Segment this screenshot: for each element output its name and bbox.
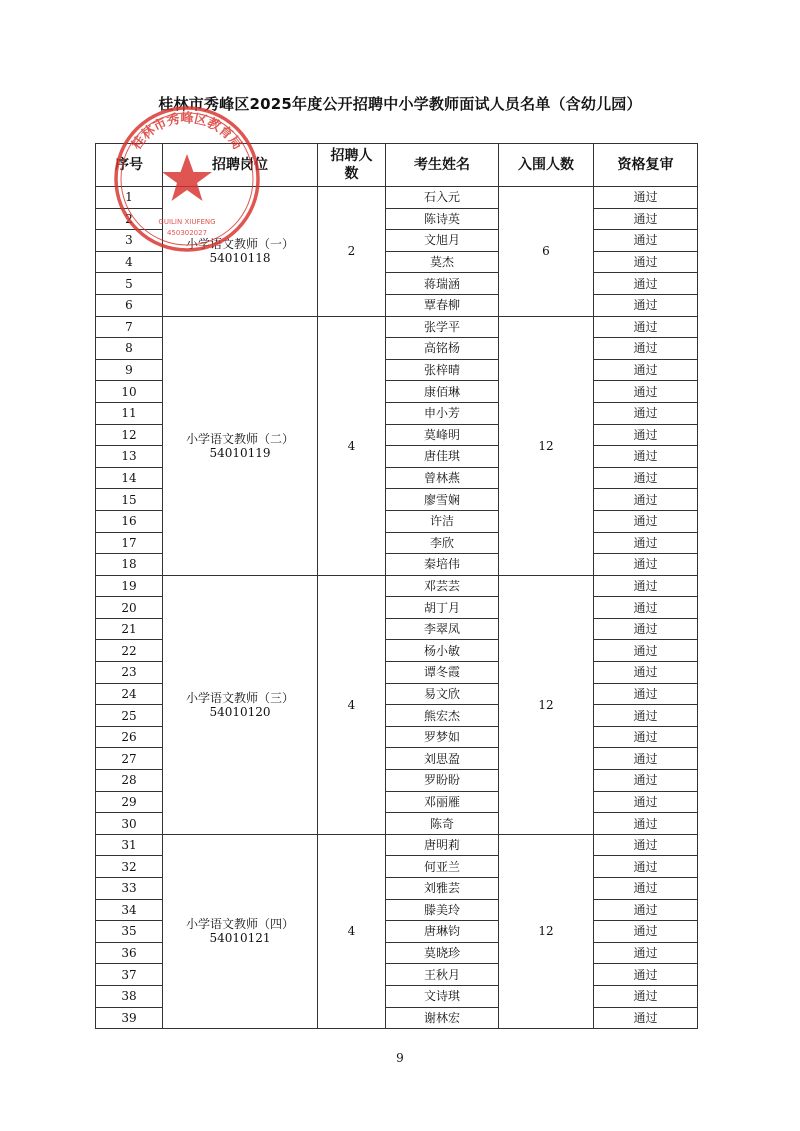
serial-number-cell: 30 — [96, 813, 163, 835]
serial-number-cell: 7 — [96, 316, 163, 338]
serial-number-cell: 15 — [96, 489, 163, 511]
candidate-name-cell: 曾林燕 — [386, 467, 499, 489]
review-result-cell: 通过 — [594, 402, 698, 424]
serial-number-cell: 17 — [96, 532, 163, 554]
candidate-name-cell: 申小芳 — [386, 402, 499, 424]
position-code: 54010118 — [209, 251, 271, 266]
serial-number-cell: 34 — [96, 899, 163, 921]
header-hire-count: 招聘人数 — [318, 144, 386, 187]
review-result-cell: 通过 — [594, 359, 698, 381]
position-code: 54010121 — [209, 931, 271, 946]
review-result-cell: 通过 — [594, 510, 698, 532]
review-result-cell: 通过 — [594, 338, 698, 360]
candidate-name-cell: 刘雅芸 — [386, 878, 499, 900]
candidate-name-cell: 唐明莉 — [386, 834, 499, 856]
table-row — [96, 834, 698, 856]
serial-number-cell: 32 — [96, 856, 163, 878]
serial-number-cell: 2 — [96, 208, 163, 230]
page-number: 9 — [396, 1051, 404, 1065]
serial-number-cell: 14 — [96, 467, 163, 489]
serial-number-cell: 31 — [96, 834, 163, 856]
shortlisted-count-cell: 12 — [499, 316, 594, 575]
review-result-cell: 通过 — [594, 532, 698, 554]
serial-number-cell: 29 — [96, 791, 163, 813]
serial-number-cell: 25 — [96, 705, 163, 727]
review-result-cell: 通过 — [594, 1007, 698, 1029]
header-position: 招聘岗位 — [163, 144, 318, 187]
review-result-cell: 通过 — [594, 834, 698, 856]
candidate-name-cell: 罗梦如 — [386, 726, 499, 748]
candidate-name-cell: 康佰琳 — [386, 381, 499, 403]
table-row — [96, 575, 698, 597]
review-result-cell: 通过 — [594, 985, 698, 1007]
candidate-name-cell: 谢林宏 — [386, 1007, 499, 1029]
review-result-cell: 通过 — [594, 964, 698, 986]
review-result-cell: 通过 — [594, 921, 698, 943]
position-cell — [163, 834, 318, 1028]
position-title: 小学语文教师（一） — [185, 237, 294, 252]
serial-number-cell: 10 — [96, 381, 163, 403]
serial-number-cell: 23 — [96, 662, 163, 684]
candidate-name-cell: 邓丽雁 — [386, 791, 499, 813]
candidate-name-cell: 滕美玲 — [386, 899, 499, 921]
header-qualification-review: 资格复审 — [594, 144, 698, 187]
serial-number-cell: 37 — [96, 964, 163, 986]
table-row — [96, 316, 698, 338]
review-result-cell: 通过 — [594, 446, 698, 468]
review-result-cell: 通过 — [594, 294, 698, 316]
candidate-name-cell: 李欣 — [386, 532, 499, 554]
header-candidate-name: 考生姓名 — [386, 144, 499, 187]
review-result-cell: 通过 — [594, 316, 698, 338]
candidate-name-cell: 莫杰 — [386, 251, 499, 273]
serial-number-cell: 36 — [96, 942, 163, 964]
hire-count-cell: 2 — [318, 187, 386, 317]
candidate-name-cell: 陈奇 — [386, 813, 499, 835]
candidate-name-cell: 陈诗英 — [386, 208, 499, 230]
review-result-cell: 通过 — [594, 726, 698, 748]
review-result-cell: 通过 — [594, 791, 698, 813]
hire-count-cell: 4 — [318, 834, 386, 1028]
review-result-cell: 通过 — [594, 640, 698, 662]
seal-text: 桂林市秀峰区教育局 — [129, 111, 245, 153]
serial-number-cell: 6 — [96, 294, 163, 316]
candidate-name-cell: 唐琳钧 — [386, 921, 499, 943]
review-result-cell: 通过 — [594, 467, 698, 489]
review-result-cell: 通过 — [594, 813, 698, 835]
review-result-cell: 通过 — [594, 942, 698, 964]
page-title: 桂林市秀峰区2025年度公开招聘中小学教师面试人员名单（含幼儿园） — [158, 95, 642, 113]
candidate-name-cell: 廖雪娴 — [386, 489, 499, 511]
position-cell — [163, 575, 318, 834]
hire-count-cell: 4 — [318, 575, 386, 834]
seal-latin-text: GUILIN XIUFENG — [158, 218, 216, 226]
position-title: 小学语文教师（二） — [185, 431, 294, 446]
review-result-cell: 通过 — [594, 424, 698, 446]
review-result-cell: 通过 — [594, 597, 698, 619]
review-result-cell: 通过 — [594, 575, 698, 597]
serial-number-cell: 28 — [96, 770, 163, 792]
review-result-cell: 通过 — [594, 208, 698, 230]
candidate-name-cell: 王秋月 — [386, 964, 499, 986]
shortlisted-count-cell: 6 — [499, 187, 594, 317]
serial-number-cell: 5 — [96, 273, 163, 295]
review-result-cell: 通过 — [594, 705, 698, 727]
serial-number-cell: 39 — [96, 1007, 163, 1029]
serial-number-cell: 8 — [96, 338, 163, 360]
serial-number-cell: 33 — [96, 878, 163, 900]
table-row — [96, 187, 698, 209]
review-result-cell: 通过 — [594, 748, 698, 770]
review-result-cell: 通过 — [594, 489, 698, 511]
header-shortlisted-count: 入围人数 — [499, 144, 594, 187]
candidate-name-cell: 覃春柳 — [386, 294, 499, 316]
serial-number-cell: 19 — [96, 575, 163, 597]
serial-number-cell: 26 — [96, 726, 163, 748]
serial-number-cell: 21 — [96, 618, 163, 640]
candidate-name-cell: 何亚兰 — [386, 856, 499, 878]
serial-number-cell: 9 — [96, 359, 163, 381]
serial-number-cell: 11 — [96, 402, 163, 424]
candidate-name-cell: 李翠凤 — [386, 618, 499, 640]
serial-number-cell: 1 — [96, 187, 163, 209]
position-cell — [163, 187, 318, 317]
review-result-cell: 通过 — [594, 251, 698, 273]
review-result-cell: 通过 — [594, 683, 698, 705]
serial-number-cell: 18 — [96, 554, 163, 576]
candidate-name-cell: 秦培伟 — [386, 554, 499, 576]
serial-number-cell: 4 — [96, 251, 163, 273]
candidate-name-cell: 邓芸芸 — [386, 575, 499, 597]
serial-number-cell: 38 — [96, 985, 163, 1007]
review-result-cell: 通过 — [594, 554, 698, 576]
candidate-name-cell: 谭冬霞 — [386, 662, 499, 684]
candidate-name-cell: 张学平 — [386, 316, 499, 338]
candidate-name-cell: 熊宏杰 — [386, 705, 499, 727]
candidate-name-cell: 胡丁月 — [386, 597, 499, 619]
candidate-name-cell: 文诗琪 — [386, 985, 499, 1007]
position-title: 小学语文教师（三） — [185, 690, 294, 705]
header-serial-number: 序号 — [96, 144, 163, 187]
serial-number-cell: 16 — [96, 510, 163, 532]
review-result-cell: 通过 — [594, 662, 698, 684]
shortlisted-count-cell: 12 — [499, 834, 594, 1028]
candidate-name-cell: 莫峰明 — [386, 424, 499, 446]
candidate-name-cell: 文旭月 — [386, 230, 499, 252]
serial-number-cell: 12 — [96, 424, 163, 446]
review-result-cell: 通过 — [594, 770, 698, 792]
serial-number-cell: 35 — [96, 921, 163, 943]
seal-code: 450302027 — [166, 229, 208, 237]
candidate-name-cell: 唐佳琪 — [386, 446, 499, 468]
candidate-name-cell: 易文欣 — [386, 683, 499, 705]
serial-number-cell: 20 — [96, 597, 163, 619]
review-result-cell: 通过 — [594, 899, 698, 921]
serial-number-cell: 3 — [96, 230, 163, 252]
candidate-name-cell: 张梓晴 — [386, 359, 499, 381]
candidate-name-cell: 蒋瑞涵 — [386, 273, 499, 295]
table-body — [96, 187, 698, 1029]
serial-number-cell: 27 — [96, 748, 163, 770]
review-result-cell: 通过 — [594, 618, 698, 640]
hire-count-cell: 4 — [318, 316, 386, 575]
position-title: 小学语文教师（四） — [185, 917, 294, 932]
candidate-name-cell: 刘思盈 — [386, 748, 499, 770]
review-result-cell: 通过 — [594, 381, 698, 403]
candidate-name-cell: 杨小敏 — [386, 640, 499, 662]
review-result-cell: 通过 — [594, 856, 698, 878]
serial-number-cell: 22 — [96, 640, 163, 662]
serial-number-cell: 13 — [96, 446, 163, 468]
candidate-name-cell: 高铭杨 — [386, 338, 499, 360]
shortlisted-count-cell: 12 — [499, 575, 594, 834]
candidate-name-cell: 莫晓珍 — [386, 942, 499, 964]
position-cell — [163, 316, 318, 575]
candidate-name-cell: 罗盼盼 — [386, 770, 499, 792]
review-result-cell: 通过 — [594, 230, 698, 252]
review-result-cell: 通过 — [594, 273, 698, 295]
position-code: 54010119 — [209, 445, 271, 460]
table-header-row — [96, 144, 698, 187]
position-code: 54010120 — [209, 704, 271, 719]
interview-roster-table — [95, 143, 698, 1029]
review-result-cell: 通过 — [594, 187, 698, 209]
review-result-cell: 通过 — [594, 878, 698, 900]
serial-number-cell: 24 — [96, 683, 163, 705]
candidate-name-cell: 许洁 — [386, 510, 499, 532]
candidate-name-cell: 石入元 — [386, 187, 499, 209]
